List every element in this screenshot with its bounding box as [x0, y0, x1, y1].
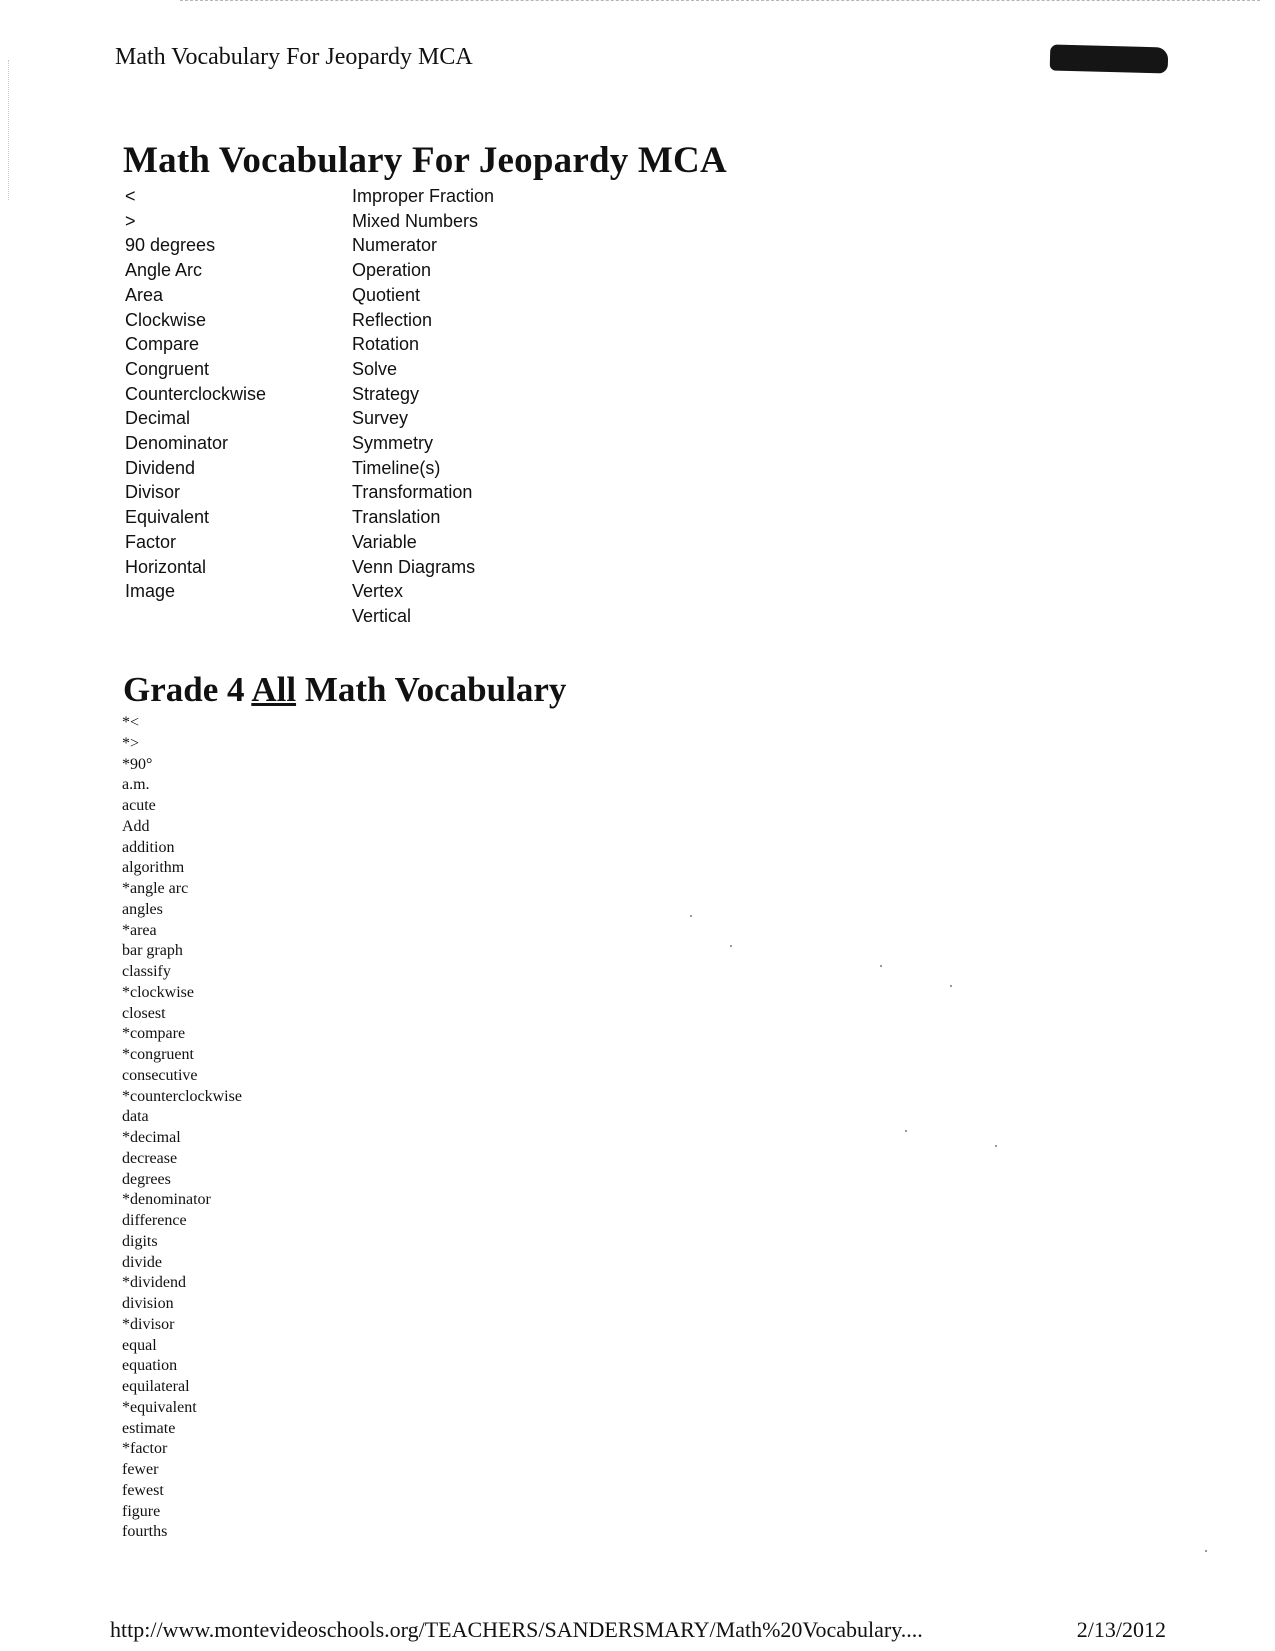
vocab-term: Mixed Numbers: [352, 210, 479, 231]
scan-speck: [905, 1130, 907, 1132]
grade-4-term: *90°: [122, 755, 153, 773]
vocab-term: Vertical: [352, 605, 412, 626]
vocab-term: Quotient: [352, 284, 421, 305]
jeopardy-column-1: [125, 184, 266, 604]
grade-4-term: estimate: [122, 1419, 176, 1437]
grade-4-term: equation: [122, 1357, 178, 1375]
grade-4-heading: [123, 670, 566, 710]
grade-4-term: *decimal: [122, 1129, 181, 1146]
grade-4-term: divide: [122, 1253, 162, 1271]
vocab-term: Symmetry: [352, 433, 433, 454]
grade-4-term: addition: [122, 838, 175, 856]
grade-4-term: *congruent: [122, 1046, 194, 1063]
scan-top-rule: [180, 0, 1260, 1]
vocab-term: Timeline(s): [352, 457, 441, 478]
vocab-term: Vertex: [352, 581, 404, 602]
grade-4-term: *<: [122, 714, 140, 731]
vocab-term: Strategy: [352, 383, 420, 404]
grade-4-term-list: [122, 713, 242, 1543]
grade-4-term: fourths: [122, 1523, 168, 1541]
grade-4-term: decrease: [122, 1149, 178, 1167]
grade-4-term: division: [122, 1295, 174, 1312]
scan-speck: [730, 945, 732, 947]
grade-4-term: *divisor: [122, 1315, 175, 1333]
grade-4-term: *>: [122, 734, 140, 752]
vocab-term: Angle Arc: [125, 260, 203, 281]
grade-4-term: figure: [122, 1502, 161, 1520]
vocab-term: Compare: [125, 334, 200, 355]
grade-4-term: fewer: [122, 1461, 159, 1478]
vocab-term: Venn Diagrams: [352, 556, 476, 577]
grade-4-term: angles: [122, 900, 163, 918]
grade-4-term: algorithm: [122, 859, 185, 877]
grade-4-term: digits: [122, 1232, 158, 1250]
vocab-term: Transformation: [352, 482, 473, 503]
scan-speck: [995, 1145, 997, 1147]
grade-4-term: classify: [122, 963, 171, 980]
footer-url: http://www.montevideoschools.org/TEACHERS/SANDERSMARY/Math%20Vocabulary....: [110, 1617, 923, 1642]
vocab-term: Survey: [352, 408, 409, 429]
grade-4-term: equal: [122, 1336, 157, 1354]
vocab-term: Congruent: [125, 358, 210, 379]
vocab-term: Translation: [352, 507, 441, 528]
redacted-page-number: [1050, 44, 1169, 73]
grade-4-term: equilateral: [122, 1378, 190, 1395]
vocab-term: Numerator: [352, 235, 438, 256]
grade-4-term: difference: [122, 1212, 187, 1229]
grade-4-term: degrees: [122, 1170, 171, 1188]
vocab-term: Area: [125, 284, 164, 305]
grade-4-term: *angle arc: [122, 880, 189, 897]
grade-4-term: acute: [122, 797, 156, 814]
vocab-term: Factor: [125, 531, 177, 552]
grade-heading-prefix: Grade 4: [123, 670, 252, 709]
grade-4-term: *denominator: [122, 1191, 211, 1209]
scan-speck: [880, 965, 882, 967]
grade-4-term: a.m.: [122, 776, 150, 794]
footer-date: 2/13/2012: [1076, 1617, 1166, 1642]
grade-4-term: *dividend: [122, 1274, 186, 1292]
vocab-term: Decimal: [125, 408, 191, 429]
grade-4-term: data: [122, 1108, 149, 1126]
grade-4-term: *area: [122, 921, 157, 939]
jeopardy-title: Math Vocabulary For Jeopardy MCA: [123, 140, 727, 181]
grade-heading-suffix: Math Vocabulary: [296, 670, 567, 709]
vocab-term: Divisor: [125, 482, 181, 503]
grade-4-term: bar graph: [122, 942, 183, 960]
grade-4-term: *compare: [122, 1025, 186, 1043]
grade-4-term: closest: [122, 1004, 166, 1022]
scan-speck: [690, 915, 692, 917]
grade-heading-underlined: All: [251, 670, 297, 709]
vocab-term: Solve: [352, 358, 398, 379]
scan-speck: [950, 985, 952, 987]
vocab-term: Reflection: [352, 309, 433, 330]
grade-4-term: consecutive: [122, 1066, 198, 1084]
vocab-term: Clockwise: [125, 309, 207, 330]
vocab-term: Horizontal: [125, 556, 207, 577]
vocab-term: 90 degrees: [125, 235, 216, 256]
grade-4-term: *clockwise: [122, 983, 194, 1001]
vocab-term: Rotation: [352, 334, 420, 355]
page-footer: [110, 1617, 1166, 1643]
vocab-term: Equivalent: [125, 507, 210, 528]
grade-4-term: *counterclockwise: [122, 1087, 242, 1105]
vocab-term: Image: [125, 581, 176, 602]
vocab-term: >: [125, 210, 136, 231]
page-header-title: Math Vocabulary For Jeopardy MCA: [115, 44, 473, 70]
vocab-term: Improper Fraction: [352, 186, 495, 206]
vocab-term: Variable: [352, 531, 417, 552]
scan-speck: [1205, 1550, 1207, 1552]
scan-left-edge: [8, 60, 9, 200]
vocab-term: <: [125, 186, 136, 206]
vocab-term: Denominator: [125, 433, 229, 454]
grade-4-term: *factor: [122, 1440, 168, 1458]
grade-4-term: Add: [122, 817, 150, 835]
vocab-term: Dividend: [125, 457, 196, 478]
vocab-term: Counterclockwise: [125, 383, 267, 404]
grade-4-term: fewest: [122, 1481, 164, 1499]
grade-4-term: *equivalent: [122, 1398, 197, 1416]
vocab-term: Operation: [352, 260, 432, 281]
jeopardy-column-2: [352, 184, 494, 629]
